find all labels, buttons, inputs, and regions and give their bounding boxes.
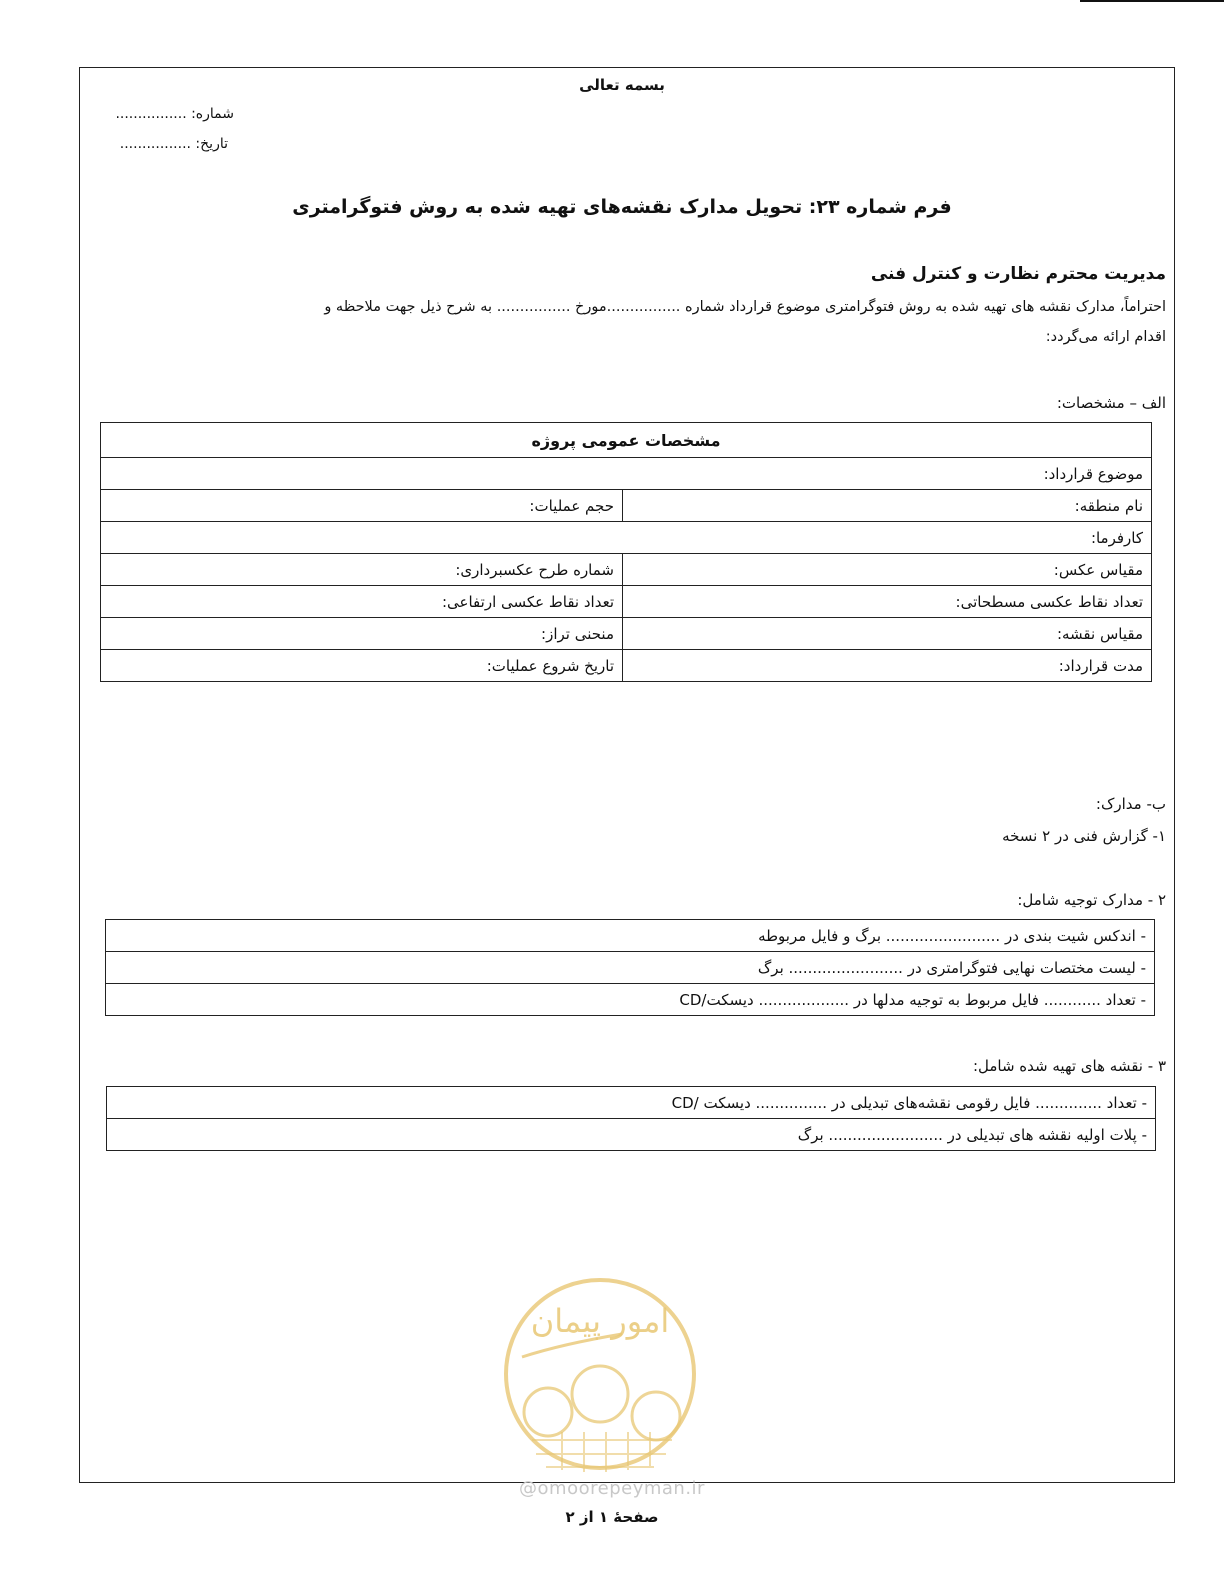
- contour-interval-cell: منحنی تراز:: [101, 618, 623, 650]
- project-specs-header: مشخصات عمومی پروژه: [101, 423, 1152, 458]
- contract-duration-cell: مدت قرارداد:: [623, 650, 1152, 682]
- basmala: بسمه تعالی: [579, 76, 665, 94]
- orientation-docs-table: [105, 919, 1155, 1016]
- omoor-peyman-logo-watermark: [502, 1262, 698, 1478]
- item-technical-report: ۱- گزارش فنی در ۲ نسخه: [1002, 827, 1166, 845]
- region-name-cell: نام منطقه:: [623, 490, 1152, 522]
- planimetric-points-cell: تعداد نقاط عکسی مسطحاتی:: [623, 586, 1152, 618]
- start-date-cell: تاریخ شروع عملیات:: [101, 650, 623, 682]
- photo-plan-number-cell: شماره طرح عکسبرداری:: [101, 554, 623, 586]
- section-a-heading: الف – مشخصات:: [1056, 394, 1166, 412]
- produced-maps-table: [106, 1086, 1156, 1151]
- docs-row-coordinates-list: - لیست مختصات نهایی فتوگرامتری در ........................ برگ: [106, 952, 1155, 984]
- addressee: مدیریت محترم نظارت و کنترل فنی: [870, 264, 1166, 284]
- docs-row-model-files: - تعداد ............ فایل مربوط به توجیه مدلها در ................... دیسکت/CD: [106, 984, 1155, 1016]
- maps-row-digital-files: - تعداد .............. فایل رقومی نقشه‌های تبدیلی در ............... دیسکت /CD: [107, 1087, 1156, 1119]
- date-field: تاریخ: ................: [119, 136, 228, 152]
- body-text-line-2: اقدام ارائه می‌گردد:: [1045, 329, 1166, 345]
- item-orientation-docs: ۲ - مدارک توجیه شامل:: [1017, 891, 1166, 909]
- height-points-cell: تعداد نقاط عکسی ارتفاعی:: [101, 586, 623, 618]
- photo-scale-cell: مقیاس عکس:: [623, 554, 1152, 586]
- work-volume-cell: حجم عملیات:: [101, 490, 623, 522]
- top-edge-line: [1080, 0, 1224, 2]
- number-field: شماره: ................: [115, 106, 234, 122]
- item-produced-maps: ۳ - نقشه های تهیه شده شامل:: [972, 1057, 1166, 1075]
- body-text-line-1: احتراماً، مدارک نقشه های تهیه شده به روش فتوگرامتری موضوع قرارداد شماره ................مورخ ................ به شرح ذیل جهت ملاحظه و: [324, 299, 1166, 315]
- page-number-footer: صفحهٔ ۱ از ۲: [565, 1508, 659, 1526]
- employer-cell: کارفرما:: [101, 522, 1152, 554]
- contract-subject-cell: موضوع قرارداد:: [101, 458, 1152, 490]
- form-title: فرم شماره ۲۳: تحویل مدارک نقشه‌های تهیه شده به روش فتوگرامتری: [292, 196, 952, 218]
- maps-row-initial-plots: - پلات اولیه نقشه های تبدیلی در ........................ برگ: [107, 1119, 1156, 1151]
- docs-row-index-sheet: - اندکس شیت بندی در ........................ برگ و فایل مربوطه: [106, 920, 1155, 952]
- map-scale-cell: مقیاس نقشه:: [623, 618, 1152, 650]
- svg-text:امور پیمان: امور پیمان: [530, 1302, 670, 1340]
- section-b-heading: ب- مدارک:: [1095, 795, 1166, 813]
- website-watermark: @omoorepeyman.ir: [519, 1478, 705, 1499]
- project-specs-table: [100, 422, 1152, 682]
